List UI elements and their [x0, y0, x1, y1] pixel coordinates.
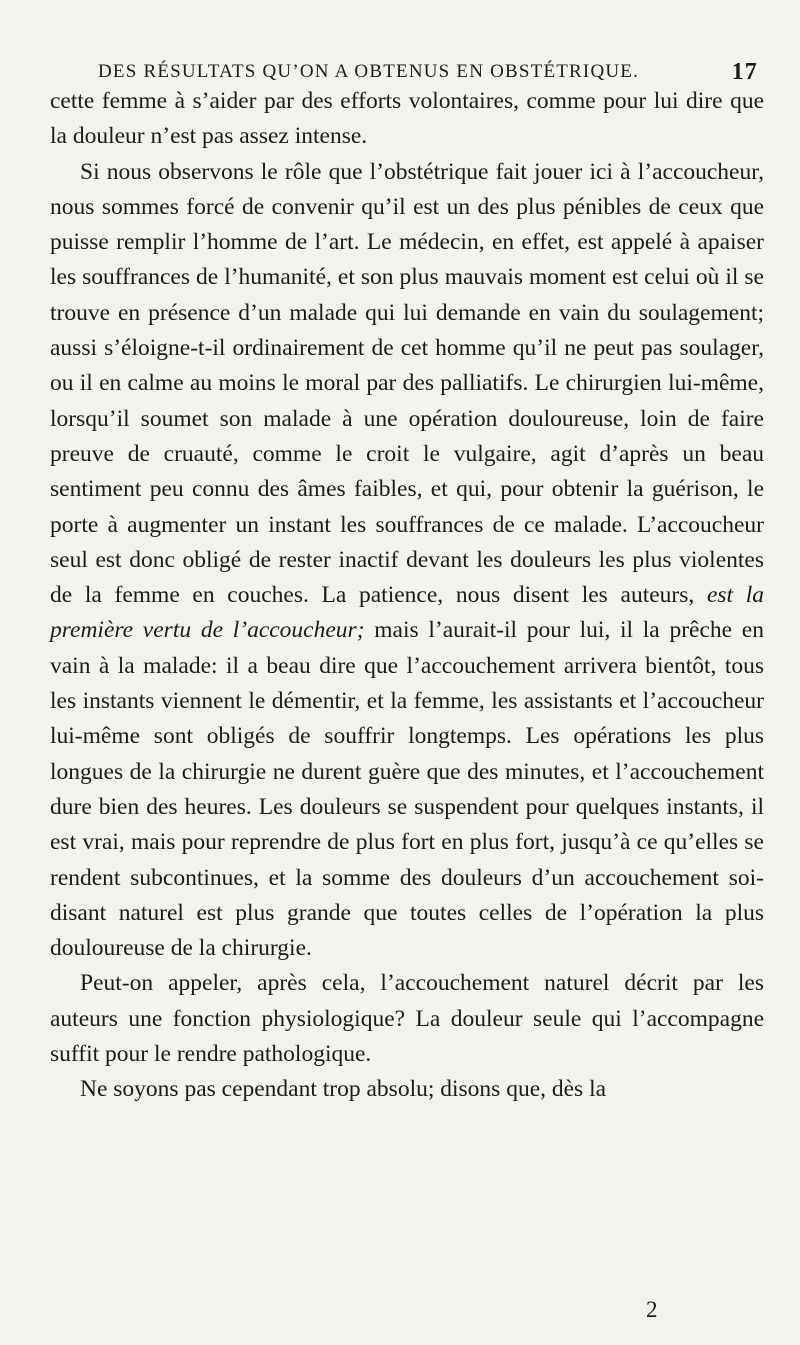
paragraph-2-text-b: mais l’aurait-il pour lui, il la prêche en vain à la malade: il a beau dire que l’accouchement arrivera bientôt, tous les instants viennent le démentir, et la femme, les assistants et l’accoucheur lui-même sont obligés de souffrir longtemps. Les opérations les plus longues de la chirurgie ne durent guère que des minutes, et l’accouchement dure bien des heures. Les douleurs se suspendent pour quelques instants, il est vrai, mais pour reprendre de plus fort en plus fort, jusqu’à ce qu’elles se rendent subcontinues, et la somme des douleurs d’un accouchement soi-disant naturel est plus grande que toutes celles de l’opération la plus douloureuse de la chirurgie.	[50, 617, 764, 962]
paragraph-4-text: Ne soyons pas cependant trop absolu; disons que, dès la	[80, 1076, 607, 1103]
paragraph-3-text: Peut-on appeler, après cela, l’accouchement naturel décrit par les auteurs une fonction physiologique? La douleur seule qui l’accompagne suffit pour le rendre pathologique.	[50, 970, 764, 1068]
paragraph-3	[50, 966, 764, 1072]
body-text	[50, 84, 764, 1108]
paragraph-2	[50, 155, 764, 967]
quoted-italic-phrase: est la première vertu de l’accoucheur;	[50, 582, 765, 644]
paragraph-4	[50, 1072, 764, 1107]
paragraph-1-text: cette femme à s’aider par des efforts volontaires, comme pour lui dire que la douleur n’est pas assez intense.	[50, 88, 764, 150]
signature-mark: 2	[646, 1297, 658, 1322]
page-number: 17	[731, 59, 758, 85]
paragraph-1	[50, 84, 764, 155]
running-title: DES RÉSULTATS QU’ON A OBTENUS EN OBSTÉTRIQUE.	[98, 61, 640, 82]
paragraph-2-text-a: Si nous observons le rôle que l’obstétrique fait jouer ici à l’accoucheur, nous sommes forcé de convenir qu’il est un des plus pénibles de ceux que puisse remplir l’homme de l’art. Le médecin, en effet, est appelé à apaiser les souffrances de l’humanité, et son plus mauvais moment est celui où il se trouve en présence d’un malade qui lui demande en vain du soulagement; aussi s’éloigne-t-il ordinairement de cet homme qu’il ne peut pas soulager, ou il en calme au moins le moral par des palliatifs. Le chirurgien lui-même, lorsqu’il soumet son malade à une opération douloureuse, loin de faire preuve de cruauté, comme le croit le vulgaire, agit d’après un beau sentiment peu connu des âmes faibles, et qui, pour obtenir la guérison, le porte à augmenter un instant les souffrances de ce malade. L’accoucheur seul est donc obligé de rester inactif devant les douleurs les plus violentes de la femme en couches. La patience, nous disent les auteurs,	[50, 158, 764, 609]
